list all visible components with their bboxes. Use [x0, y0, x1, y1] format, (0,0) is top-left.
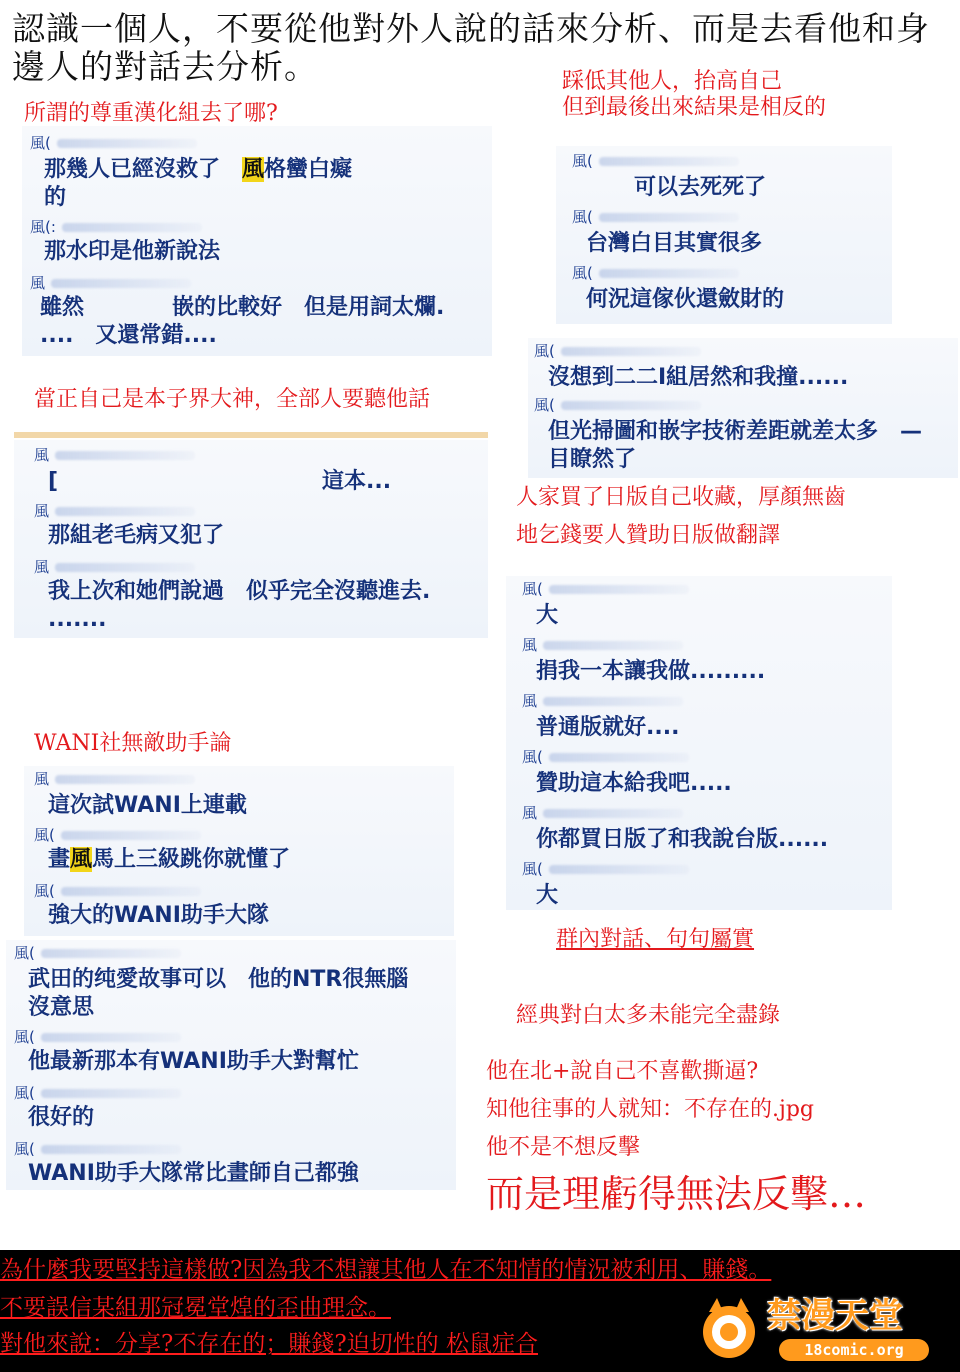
caption-trample-1: 踩低其他人，抬高自己: [562, 69, 783, 94]
message-text: 我上次和她們說過 似乎完全沒聽進去. .......: [48, 579, 431, 632]
sender-name: 風(: [34, 826, 55, 844]
bottom-line-2: 不要誤信某組那冠冕堂煌的歪曲理念。: [0, 1295, 391, 1321]
message-text: 你都買日版了和我說台版......: [536, 827, 829, 852]
sender-name: 風(: [572, 152, 593, 170]
sender-name: 風(: [522, 580, 543, 598]
headline: 認識一個人，不要從他對外人說的話來分析、而是去看他和身邊人的對話去分析。: [12, 9, 930, 86]
watermark-name: 禁漫天堂: [767, 1296, 903, 1336]
caption-japanese-1: 人家買了日版自己收藏，厚顏無齒: [516, 485, 847, 510]
message-text: 畫風馬上三級跳你就懂了: [48, 847, 291, 872]
sender-name: 風: [34, 446, 50, 464]
message-text: 強大的WANI助手大隊: [48, 903, 269, 928]
bottom-line-1: 為什麼我要堅持這樣做?因為我不想讓其他人在不知情的情況被利用、賺錢。: [0, 1257, 772, 1283]
message-text: 很好的: [28, 1105, 95, 1130]
bottom-line-3: 對他來說：分享?不存在的；賺錢?迫切性的 松鼠症合: [0, 1331, 538, 1357]
message-text: 但光掃圖和嵌字技術差距就差太多 — 目瞭然了: [548, 419, 923, 472]
sender-name: 風: [522, 636, 538, 654]
highlighted-char: 風: [242, 157, 265, 182]
chat-screenshot-1: [22, 126, 492, 356]
message-text: 那組老毛病又犯了: [48, 523, 225, 548]
message-text: [ 這本...: [48, 469, 392, 494]
message-text: 他最新那本有WANI助手大對幫忙: [28, 1049, 359, 1074]
sender-name: 風(: [572, 208, 593, 226]
message-text: 沒想到二二I組居然和我撞......: [548, 365, 849, 390]
sender-name: 風(: [14, 1140, 35, 1158]
sender-name: 風(: [522, 860, 543, 878]
sender-name: 風: [34, 558, 50, 576]
sender-name: 風: [522, 692, 538, 710]
caption-god: 當正自己是本子界大神，全部人要聽他話: [34, 387, 431, 412]
chat-screenshot-4: [6, 940, 456, 1190]
mascot-icon: [695, 1294, 763, 1362]
caption-trample-2: 但到最後出來結果是相反的: [562, 95, 827, 120]
message-text: 武田的纯愛故事可以 他的NTR很無腦 沒意思: [28, 967, 409, 1020]
sender-name: 風(: [30, 134, 51, 152]
note-big: 而是理虧得無法反擊…: [486, 1172, 867, 1216]
note-line-2: 知他往事的人就知：不存在的.jpg: [486, 1097, 814, 1122]
caption-wani: WANI社無敵助手論: [34, 731, 232, 756]
sender-name: 風: [34, 502, 50, 520]
message-text: 雖然 嵌的比較好 但是用詞太爛. .... 又還常錯....: [40, 295, 445, 348]
caption-respect: 所謂的尊重漢化組去了哪?: [24, 101, 278, 126]
sender-name: 風: [30, 274, 46, 292]
divider-strip: [14, 432, 488, 438]
watermark-logo: [695, 1292, 955, 1368]
message-text: 那幾人已經沒救了 風格蠻白癡 的: [44, 157, 353, 210]
sender-name: 風: [34, 770, 50, 788]
message-text: 這次試WANI上連載: [48, 793, 247, 818]
sender-name: 風(: [14, 944, 35, 962]
chat-screenshot-5: [556, 146, 892, 324]
caption-group-chat: 群內對話、句句屬實: [556, 927, 755, 952]
sender-name: 風: [522, 804, 538, 822]
message-text: 可以去死死了: [634, 175, 767, 200]
sender-name: 風(: [34, 882, 55, 900]
message-text: 何況這傢伙還斂財的: [586, 287, 785, 312]
message-text: WANI助手大隊常比畫師自己都強: [28, 1161, 359, 1186]
note-line-3: 他不是不想反擊: [486, 1135, 641, 1160]
sender-name: 風(: [14, 1084, 35, 1102]
watermark-url: 18comic.org: [779, 1339, 929, 1361]
message-text: 那水印是他新說法: [44, 239, 221, 264]
message-text: 台灣白目其實很多: [586, 231, 763, 256]
chat-screenshot-2: [14, 440, 488, 638]
message-text: 大: [536, 603, 559, 628]
sender-name: 風(: [522, 748, 543, 766]
chat-screenshot-6: [528, 338, 958, 478]
message-text: 贊助這本給我吧.....: [536, 771, 732, 796]
caption-japanese-2: 地乞錢要人贊助日版做翻譯: [516, 523, 781, 548]
sender-name: 風(:: [30, 218, 56, 236]
message-text: 捐我一本讓我做.........: [536, 659, 766, 684]
chat-screenshot-3: [24, 766, 454, 936]
highlighted-char: 風: [70, 847, 93, 872]
sender-name: 風(: [14, 1028, 35, 1046]
sender-name: 風(: [534, 396, 555, 414]
message-text: 大: [536, 883, 559, 908]
note-line-1: 他在北+說自己不喜歡撕逼?: [486, 1059, 759, 1084]
caption-classic: 經典對白太多未能完全盡錄: [516, 1003, 781, 1028]
message-text: 普通版就好....: [536, 715, 680, 740]
chat-screenshot-7: [506, 576, 892, 910]
sender-name: 風(: [572, 264, 593, 282]
sender-name: 風(: [534, 342, 555, 360]
